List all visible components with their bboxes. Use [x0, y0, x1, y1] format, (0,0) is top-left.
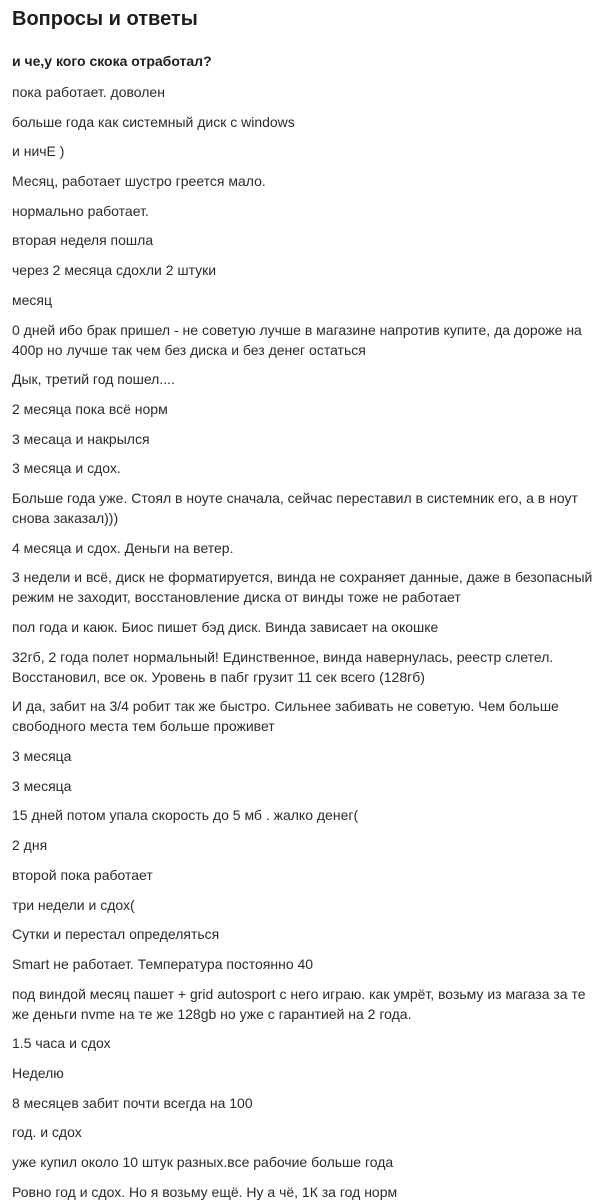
- answer-item: уже купил около 10 штук разных.все рабочие больше года: [12, 1154, 394, 1170]
- answer-item: больше года как системный диск с windows: [12, 113, 295, 130]
- answer-item: вторая неделя пошла: [12, 232, 154, 249]
- answer-item: 32гб, 2 года полет нормальный! Единственное, винда навернулась, реестр слетел. Восстановил, все ок. Уровень в пабг грузит 11 сек всего (128гб): [12, 648, 554, 685]
- answer-item: и ничЕ ): [12, 143, 65, 160]
- answer-item: под виндой месяц пашет + grid autosport с него играю. как умрёт, возьму из магаза за те же деньги nvme на те же 128gb но уже с гарантией на 2 года.: [12, 985, 586, 1022]
- answer-item: 2 месяца пока всё норм: [12, 400, 168, 417]
- answers-list: [12, 82, 602, 1202]
- answer-item: 1.5 часа и сдох: [12, 1035, 111, 1052]
- answer-item: 3 месяца и сдох.: [12, 460, 121, 477]
- answer-item: 4 месяца и сдох. Деньги на ветер.: [12, 539, 234, 556]
- answer-item: Неделю: [12, 1064, 64, 1081]
- page-title: Вопросы и ответы: [12, 8, 198, 30]
- answer-item: нормально работает.: [12, 202, 149, 219]
- answer-item: Месяц, работает шустро греется мало.: [12, 173, 266, 190]
- answer-item: 15 дней потом упала скорость до 5 мб . жалко денег(: [12, 807, 359, 824]
- answer-item: Больше года уже. Стоял в ноуте сначала, сейчас переставил в системник его, а в ноут снова заказал))): [12, 489, 578, 526]
- answer-item: пока работает. доволен: [12, 84, 165, 100]
- question-text: и че,у кого скока отработал?: [12, 53, 212, 69]
- answer-item: второй пока работает: [12, 866, 153, 883]
- answer-item: три недели и сдох(: [12, 896, 135, 913]
- answer-item: год. и сдох: [12, 1124, 82, 1141]
- answer-item: 8 месяцев забит почти всегда на 100: [12, 1094, 253, 1111]
- answer-item: Сутки и перестал определяться: [12, 926, 220, 943]
- answer-item: 3 месяца: [12, 777, 72, 794]
- answer-item: пол года и каюк. Биос пишет бэд диск. Винда зависает на окошке: [12, 619, 439, 635]
- answer-item: 2 дня: [12, 837, 48, 854]
- answer-item: Дык, третий год пошел....: [12, 371, 175, 388]
- answer-item: 3 месяца: [12, 748, 72, 765]
- answer-item: месяц: [12, 291, 53, 308]
- answer-item: через 2 месяца сдохли 2 штуки: [12, 262, 217, 279]
- answer-item: 3 недели и всё, диск не форматируется, винда не сохраняет данные, даже в безопасный режим не заходит, восстановление диска от винды тоже не работает: [12, 569, 593, 606]
- answer-item: Smart не работает. Температура постоянно 40: [12, 955, 314, 972]
- answer-item: 3 месаца и накрылся: [12, 430, 150, 447]
- answer-item: И да, забит на 3/4 робит так же быстро. Сильнее забивать не советую. Чем больше свободного места тем больше проживет: [12, 698, 559, 735]
- answer-item: Ровно год и сдох. Но я возьму ещё. Ну а чё, 1К за год норм: [12, 1183, 398, 1200]
- answer-item: 0 дней ибо брак пришел - не советую лучше в магазине напротив купите, да дороже на 400р но лучше так чем без диска и без денег остаться: [12, 321, 582, 358]
